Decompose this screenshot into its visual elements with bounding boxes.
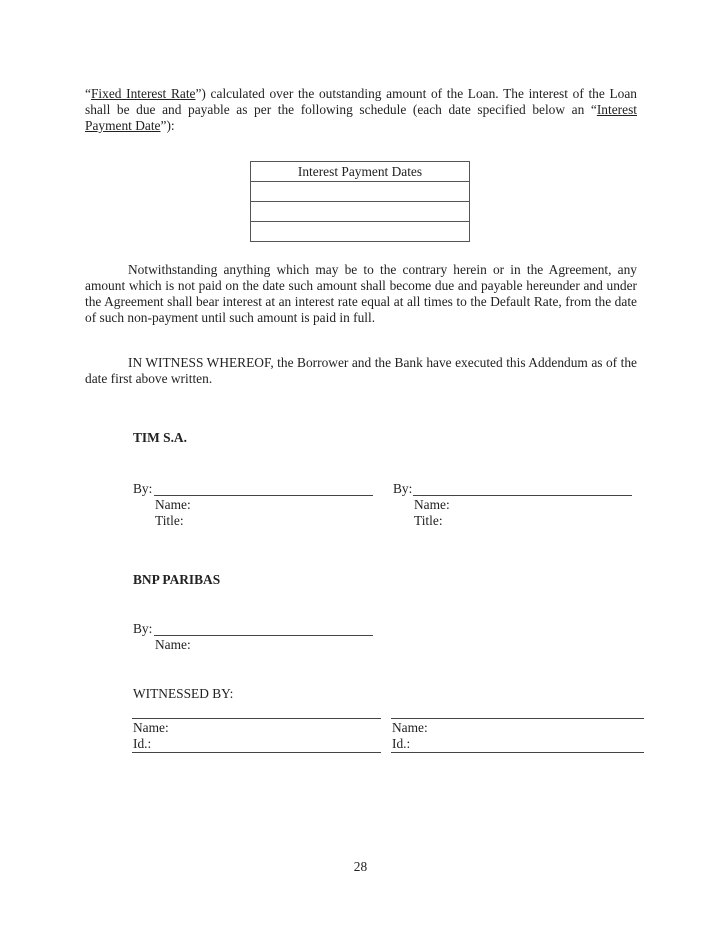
tim-signature-line-1 xyxy=(154,495,373,496)
table-header: Interest Payment Dates xyxy=(251,162,470,182)
paragraph-text-b: ”): xyxy=(160,118,175,133)
witness-id-label-1: Id.: xyxy=(133,736,152,751)
tim-name-label-1: Name: xyxy=(155,497,191,512)
witness-line-2-bottom xyxy=(391,752,644,753)
witness-name-label-2: Name: xyxy=(392,720,428,735)
witness-id-label-2: Id.: xyxy=(392,736,411,751)
bnp-signature-line xyxy=(154,635,373,636)
tim-company-name: TIM S.A. xyxy=(133,430,187,445)
witness-line-1-bottom xyxy=(132,752,381,753)
bnp-company-name: BNP PARIBAS xyxy=(133,572,221,587)
witness-name-label-1: Name: xyxy=(133,720,169,735)
tim-title-label-1: Title: xyxy=(155,513,184,528)
tim-signature-line-2 xyxy=(413,495,632,496)
bnp-by-label: By: xyxy=(133,621,153,636)
paragraph-in-witness: IN WITNESS WHEREOF, the Borrower and the Bank have executed this Addendum as of the date first above written. xyxy=(85,355,637,386)
table-row xyxy=(251,182,470,202)
witness-line-2-top xyxy=(391,718,644,719)
term-fixed-interest-rate: Fixed Interest Rate xyxy=(90,86,196,101)
bnp-name-label: Name: xyxy=(155,637,191,652)
page-number: 28 xyxy=(353,859,368,874)
paragraph-text-a: ”) calculated over the outstanding amount of the Loan. The interest of the Loan shall be due and payable as per the following schedule (each date specified below an “ xyxy=(85,86,638,117)
tim-by-label-1: By: xyxy=(133,481,153,496)
witness-line-1-top xyxy=(132,718,381,719)
table-row xyxy=(251,222,470,242)
tim-name-label-2: Name: xyxy=(414,497,450,512)
interest-payment-dates-table xyxy=(250,161,470,242)
tim-by-label-2: By: xyxy=(393,481,413,496)
tim-title-label-2: Title: xyxy=(414,513,443,528)
table-row xyxy=(251,202,470,222)
term-interest-payment-date: Interest Payment Date xyxy=(85,102,637,133)
quote-open: “ xyxy=(85,86,91,101)
paragraph-fixed-interest xyxy=(85,86,637,134)
witnessed-by-heading: WITNESSED BY: xyxy=(133,686,234,701)
paragraph-default-rate: Notwithstanding anything which may be to the contrary herein or in the Agreement, any amount which is not paid on the date such amount shall become due and payable hereunder and under the Agreement shall bear interest at an interest rate equal at all times to the Default Rate, from the date of such non-payment until such amount is paid in full. xyxy=(85,262,637,325)
